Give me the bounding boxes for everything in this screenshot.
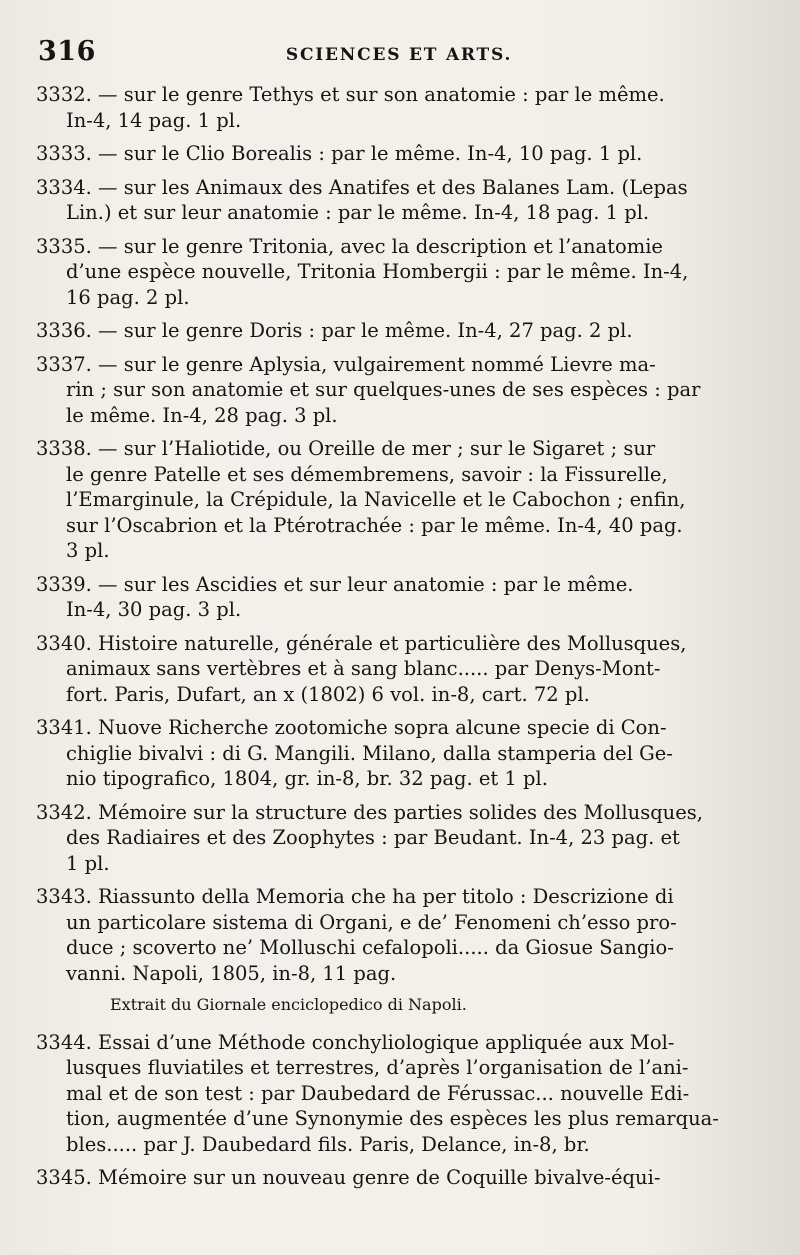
entry-line: tion, augmentée d’une Synonymie des espèces les plus remarqua- — [66, 1107, 719, 1130]
entry-line: rin ; sur son anatomie et sur quelques-unes de ses espèces : par — [66, 378, 701, 401]
entry-3334 — [36, 175, 762, 226]
entry-line: 3343. Riassunto della Memoria che ha per titolo : Descrizione di — [36, 885, 674, 908]
entry-line: mal et de son test : par Daubedard de Férussac... nouvelle Edi- — [66, 1081, 690, 1105]
entry-line: le même. In-4, 28 pag. 3 pl. — [66, 403, 338, 427]
entry-note: Extrait du Giornale enciclopedico di Napoli. — [110, 995, 467, 1014]
entry-line: 3336. — sur le genre Doris : par le même. In-4, 27 pag. 2 pl. — [36, 319, 633, 342]
entry-3336 — [36, 318, 762, 344]
entry-line: bles..... par J. Daubedard fils. Paris, Delance, in-8, br. — [66, 1132, 590, 1156]
entry-line: 3 pl. — [66, 539, 110, 562]
entry-line: 3338. — sur l’Haliotide, ou Oreille de mer ; sur le Sigaret ; sur — [36, 437, 656, 460]
entry-line: un particolare sistema di Organi, e de’ Fenomeni ch’esso pro- — [66, 910, 677, 934]
entry-3345 — [36, 1165, 762, 1191]
entry-3342 — [36, 800, 762, 877]
entry-line: 1 pl. — [66, 851, 110, 875]
entry-line: nio tipografico, 1804, gr. in-8, br. 32 pag. et 1 pl. — [66, 767, 548, 790]
entry-line: le genre Patelle et ses démembremens, savoir : la Fissurelle, — [66, 462, 668, 486]
entry-line: l’Emarginule, la Crépidule, la Navicelle et le Cabochon ; enfin, — [66, 488, 686, 511]
entry-line: chiglie bivalvi : di G. Mangili. Milano, dalla stamperia del Ge- — [66, 741, 673, 765]
entry-line: 3342. Mémoire sur la structure des parties solides des Mollusques, — [36, 800, 703, 824]
entry-line: 16 pag. 2 pl. — [66, 285, 190, 309]
entry-line: Lin.) et sur leur anatomie : par le même. In-4, 18 pag. 1 pl. — [66, 201, 650, 224]
entry-line: 3344. Essai d’une Méthode conchyliologique appliquée aux Mol- — [36, 1030, 675, 1054]
entry-line: 3333. — sur le Clio Borealis : par le même. In-4, 10 pag. 1 pl. — [36, 142, 643, 165]
running-title: SCIENCES ET ARTS. — [285, 45, 513, 65]
page-number: 316 — [38, 36, 96, 67]
entry-3338 — [36, 436, 762, 564]
entry-line: animaux sans vertèbres et à sang blanc..... par Denys-Mont- — [66, 657, 661, 680]
entry-line: sur l’Oscabrion et la Ptérotrachée : par le même. In-4, 40 pag. — [66, 513, 683, 537]
entry-line: 3337. — sur le genre Aplysia, vulgairement nommé Lievre ma- — [36, 352, 656, 376]
entry-3340 — [36, 631, 762, 708]
entry-line: In-4, 14 pag. 1 pl. — [66, 108, 242, 132]
entry-line: 3339. — sur les Ascidies et sur leur anatomie : par le même. — [36, 572, 634, 596]
entry-line: 3334. — sur les Animaux des Anatifes et des Balanes Lam. (Lepas — [36, 175, 688, 199]
entry-3335 — [36, 234, 762, 311]
entry-3333 — [36, 141, 762, 167]
entry-3343 — [36, 884, 762, 986]
entry-3337 — [36, 352, 762, 429]
bibliography-list — [36, 82, 762, 1191]
entry-line: 3345. Mémoire sur un nouveau genre de Coquille bivalve-équi- — [36, 1166, 661, 1189]
entry-3341 — [36, 715, 762, 792]
entry-line: 3340. Histoire naturelle, générale et particulière des Mollusques, — [36, 631, 687, 655]
entry-line: 3341. Nuove Richerche zootomiche sopra alcune specie di Con- — [36, 716, 667, 739]
entry-3344 — [36, 1030, 762, 1158]
entry-line: 3332. — sur le genre Tethys et sur son anatomie : par le même. — [36, 83, 665, 106]
entry-line: fort. Paris, Dufart, an x (1802) 6 vol. in-8, cart. 72 pl. — [66, 682, 590, 706]
entry-line: des Radiaires et des Zoophytes : par Beudant. In-4, 23 pag. et — [66, 826, 680, 849]
entry-line: In-4, 30 pag. 3 pl. — [66, 598, 242, 621]
entry-line: vanni. Napoli, 1805, in-8, 11 pag. — [66, 961, 397, 985]
entry-3332 — [36, 82, 762, 133]
entry-line: lusques fluviatiles et terrestres, d’après l’organisation de l’ani- — [66, 1056, 689, 1079]
entry-line: d’une espèce nouvelle, Tritonia Hombergii : par le même. In-4, — [66, 260, 689, 283]
entry-line: 3335. — sur le genre Tritonia, avec la description et l’anatomie — [36, 234, 663, 258]
entry-line: duce ; scoverto ne’ Molluschi cefalopoli..... da Giosue Sangio- — [66, 936, 674, 959]
page-header — [38, 36, 762, 82]
entry-3339 — [36, 572, 762, 623]
